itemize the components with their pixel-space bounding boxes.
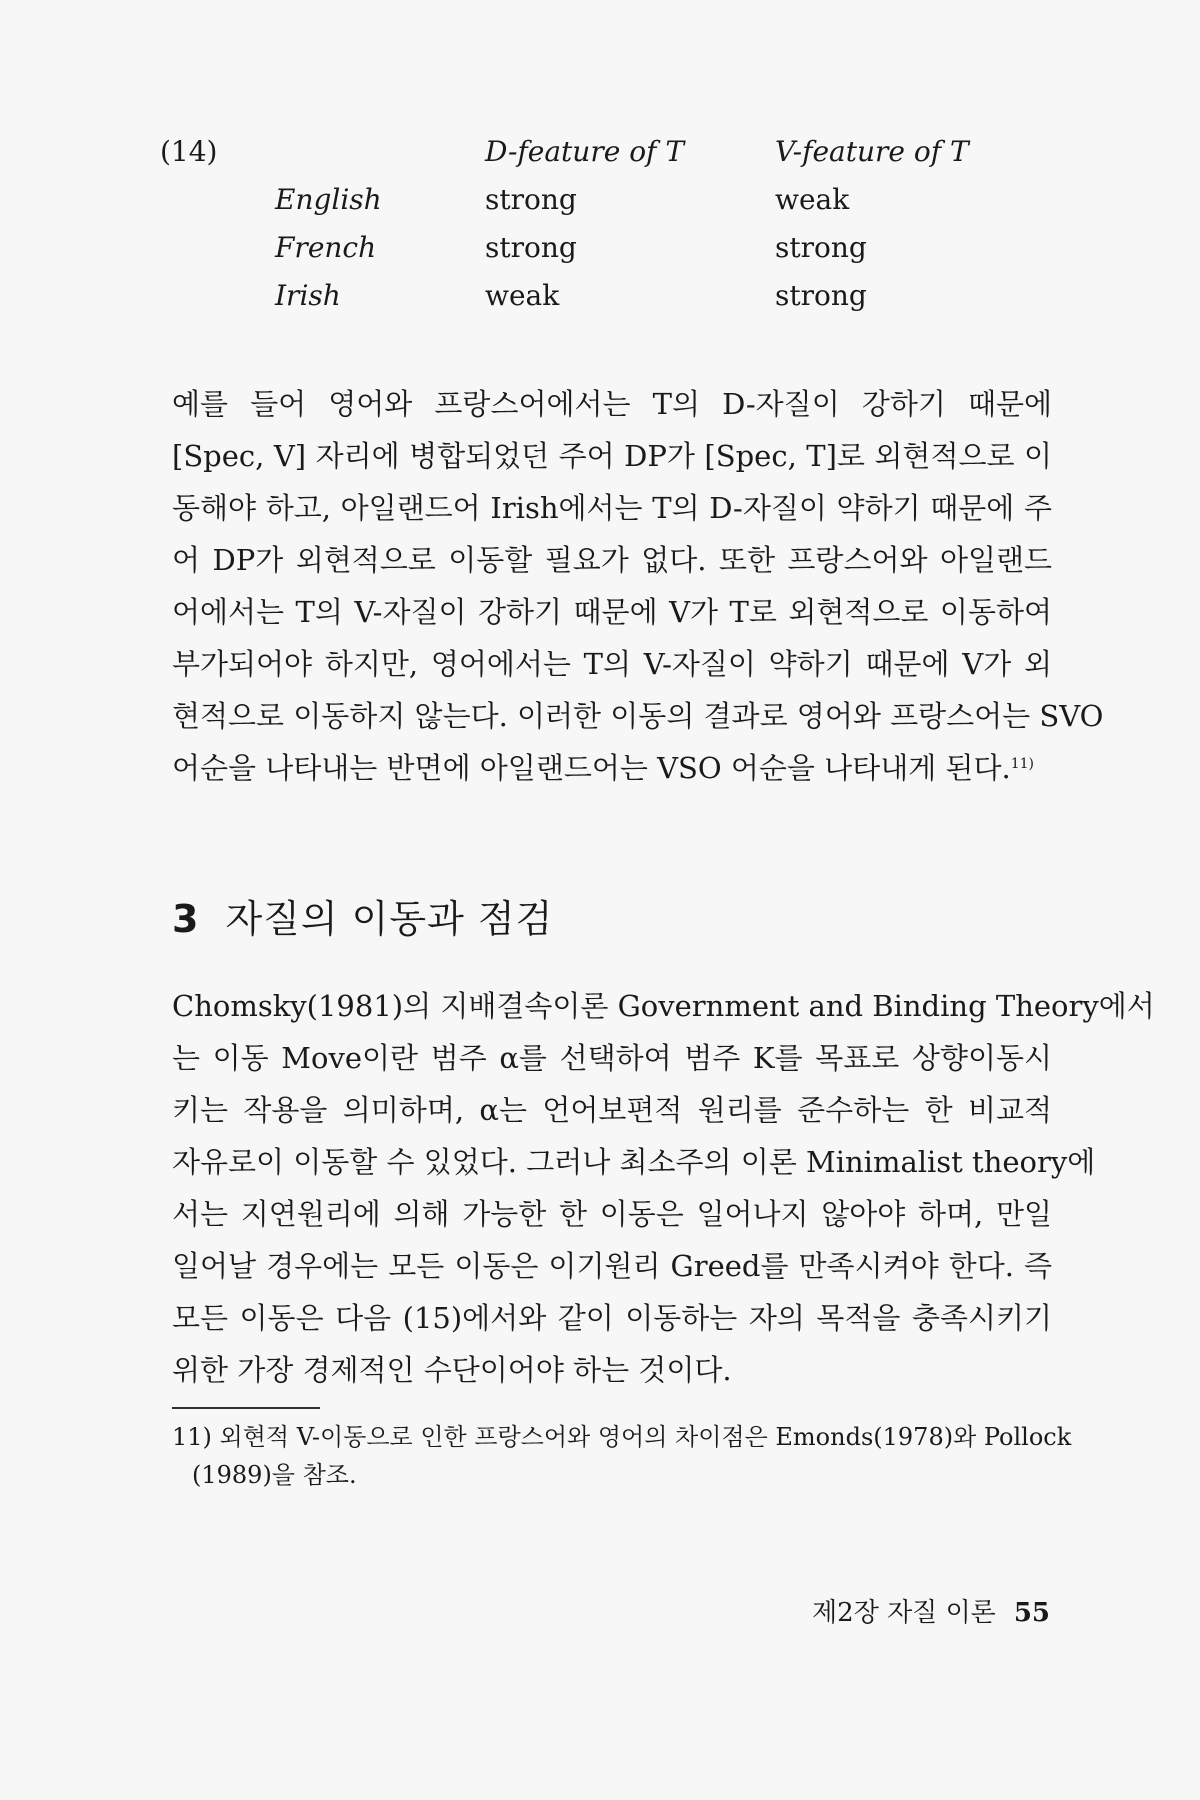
footnote-marker[interactable]: 11) <box>1010 756 1034 772</box>
paragraph-line: 일어날 경우에는 모든 이동은 이기원리 Greed를 만족시켜야 한다. 즉 <box>172 1249 1052 1283</box>
section-heading <box>172 888 553 943</box>
page-number: 55 <box>1013 1598 1050 1628</box>
example-header-row <box>160 135 1060 183</box>
paragraph-line: Chomsky(1981)의 지배결속이론 Government and Binding Theory에서 <box>172 989 1155 1023</box>
footnote-divider <box>172 1407 320 1409</box>
paragraph-line: 자유로이 이동할 수 있었다. 그러나 최소주의 이론 Minimalist theory에 <box>172 1145 1096 1179</box>
footnote-11 <box>172 1418 1072 1494</box>
language-cell: Irish <box>275 279 341 312</box>
table-row <box>160 279 1060 327</box>
paragraph-line: 모든 이동은 다음 (15)에서와 같이 이동하는 자의 목적을 충족시키기 <box>172 1301 1052 1335</box>
v-feature-cell: strong <box>775 231 867 264</box>
language-cell: English <box>275 183 382 216</box>
paragraph-line: 동해야 하고, 아일랜드어 Irish에서는 T의 D-자질이 약하기 때문에 주 <box>172 491 1052 525</box>
footnote-line: 11) 외현적 V-이동으로 인한 프랑스어와 영어의 차이점은 Emonds(1978)와 Pollock <box>172 1423 1072 1451</box>
v-feature-cell: weak <box>775 183 850 216</box>
paragraph-last-line <box>172 742 1052 794</box>
paragraph-1 <box>172 378 1104 794</box>
chapter-title: 제2장 자질 이론 <box>812 1598 996 1628</box>
paragraph-line: 키는 작용을 의미하며, α는 언어보편적 원리를 준수하는 한 비교적 <box>172 1093 1052 1127</box>
paragraph-line: 위한 가장 경제적인 수단이어야 하는 것이다. <box>172 1353 732 1387</box>
page-footer <box>812 1592 1050 1629</box>
header-v-feature: V-feature of T <box>775 135 969 168</box>
paragraph-2 <box>172 980 1155 1396</box>
section-number: 3 <box>172 897 200 941</box>
paragraph-line: 어 DP가 외현적으로 이동할 필요가 없다. 또한 프랑스어와 아일랜드 <box>172 543 1052 577</box>
table-row <box>160 183 1060 231</box>
language-cell: French <box>275 231 377 264</box>
example-number: (14) <box>160 135 218 168</box>
paragraph-line: 어에서는 T의 V-자질이 강하기 때문에 V가 T로 외현적으로 이동하여 <box>172 595 1052 629</box>
paragraph-line: [Spec, V] 자리에 병합되었던 주어 DP가 [Spec, T]로 외현적으로 이 <box>172 439 1052 473</box>
d-feature-cell: strong <box>485 231 577 264</box>
table-row <box>160 231 1060 279</box>
v-feature-cell: strong <box>775 279 867 312</box>
paragraph-line: 는 이동 Move이란 범주 α를 선택하여 범주 K를 목표로 상향이동시 <box>172 1041 1052 1075</box>
header-d-feature: D-feature of T <box>485 135 684 168</box>
paragraph-line: 서는 지연원리에 의해 가능한 한 이동은 일어나지 않아야 하며, 만일 <box>172 1197 1052 1231</box>
d-feature-cell: strong <box>485 183 577 216</box>
paragraph-line: 현적으로 이동하지 않는다. 이러한 이동의 결과로 영어와 프랑스어는 SVO <box>172 699 1104 733</box>
section-title: 자질의 이동과 점검 <box>225 897 554 941</box>
paragraph-line: 부가되어야 하지만, 영어에서는 T의 V-자질이 약하기 때문에 V가 외 <box>172 647 1052 681</box>
d-feature-cell: weak <box>485 279 560 312</box>
paragraph-line: 예를 들어 영어와 프랑스어에서는 T의 D-자질이 강하기 때문에 <box>172 387 1052 421</box>
example-14-table <box>160 135 1060 327</box>
paragraph-line: 어순을 나타내는 반면에 아일랜드어는 VSO 어순을 나타내게 된다. <box>172 751 1011 785</box>
footnote-line: (1989)을 참조. <box>192 1461 357 1489</box>
